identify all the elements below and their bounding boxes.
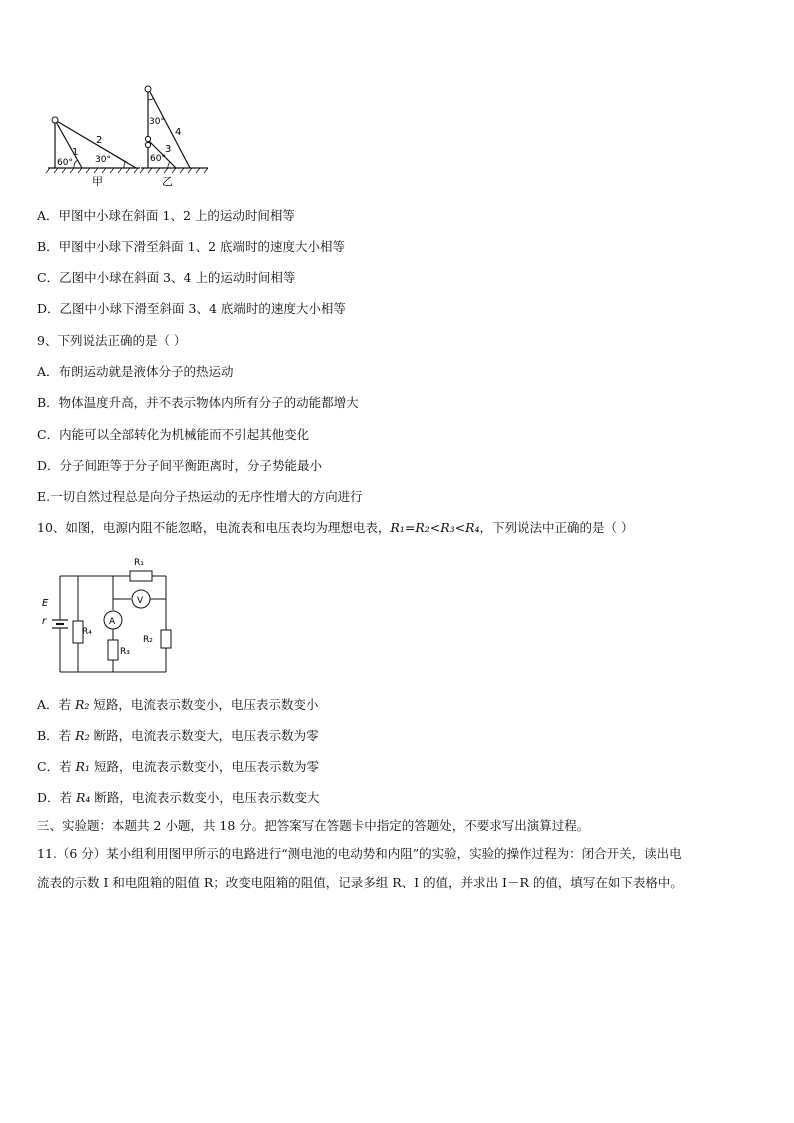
q10-option-c — [37, 759, 319, 775]
q8-option-c: C．乙图中小球在斜面 3、4 上的运动时间相等 — [37, 270, 296, 285]
q8-option-d: D．乙图中小球下滑至斜面 3、4 底端时的速度大小相等 — [37, 301, 346, 316]
q10-option-a — [37, 697, 318, 713]
option-resistor: R₁ — [75, 759, 90, 774]
figure-jia — [46, 117, 140, 188]
q10-option-d — [37, 790, 319, 806]
q10-stem — [37, 520, 634, 536]
circuit-diagram — [36, 551, 176, 681]
option-text: 短路，电流表示数变小，电压表示数为零 — [89, 759, 319, 774]
option-prefix: A．若 — [37, 697, 76, 712]
jia-label-2: 2 — [96, 135, 103, 146]
q9-option-e: E.一切自然过程总是向分子热运动的无序性增大的方向进行 — [37, 489, 363, 504]
option-text: 短路，电流表示数变小，电压表示数变小 — [89, 697, 319, 712]
jia-label-1: 1 — [72, 147, 79, 158]
yi-angle-60: 60° — [150, 154, 166, 164]
label-R3: R₃ — [120, 647, 130, 657]
label-R1: R₁ — [134, 558, 144, 568]
label-E: E — [42, 598, 49, 609]
option-text: 断路，电流表示数变大，电压表示数为零 — [89, 728, 319, 743]
option-prefix: D．若 — [37, 790, 76, 805]
jia-caption: 甲 — [92, 175, 103, 188]
q11-line-1: 11.（6 分）某小组利用图甲所示的电路进行“测电池的电动势和内阻”的实验，实验的操作过程为：闭合开关，读出电 — [37, 846, 682, 861]
option-text: 断路，电流表示数变小，电压表示数变大 — [90, 790, 320, 805]
q8-option-b: B．甲图中小球下滑至斜面 1、2 底端时的速度大小相等 — [37, 239, 346, 254]
q10-resistor-relation: R₁=R₂<R₃<R₄ — [390, 520, 480, 535]
jia-angle-30: 30° — [95, 155, 111, 165]
q9-option-d: D．分子间距等于分子间平衡距离时，分子势能最小 — [37, 458, 323, 473]
q9-option-b: B．物体温度升高，并不表示物体内所有分子的动能都增大 — [37, 395, 359, 410]
yi-caption: 乙 — [162, 175, 173, 188]
q9-option-c: C．内能可以全部转化为机械能而不引起其他变化 — [37, 427, 310, 442]
label-R2: R₂ — [143, 635, 153, 645]
label-R4: R₄ — [82, 627, 92, 637]
q10-option-b — [37, 728, 319, 744]
q10-stem-pre: 10、如图，电源内阻不能忽略，电流表和电压表均为理想电表， — [37, 520, 391, 535]
q9-stem: 9、下列说法正确的是（ ） — [37, 333, 187, 348]
ammeter-label: A — [109, 617, 116, 627]
q11-line-2: 流表的示数 I 和电阻箱的阻值 R；改变电阻箱的阻值，记录多组 R、I 的值，并求出 I－R 的值，填写在如下表格中。 — [37, 875, 683, 890]
section-3-header: 三、实验题：本题共 2 小题，共 18 分。把答案写在答题卡中指定的答题处，不要求写出演算过程。 — [37, 818, 590, 833]
voltmeter-label: V — [137, 596, 144, 606]
yi-label-3: 3 — [165, 144, 172, 155]
label-r: r — [42, 616, 47, 627]
yi-angle-30: 30° — [149, 117, 165, 127]
option-prefix: B．若 — [37, 728, 76, 743]
jia-angle-60: 60° — [57, 158, 73, 168]
q9-option-a: A．布朗运动就是液体分子的热运动 — [37, 364, 234, 379]
option-resistor: R₄ — [76, 790, 91, 805]
incline-figure — [40, 82, 220, 194]
figure-yi — [140, 86, 208, 188]
yi-label-4: 4 — [175, 127, 182, 138]
option-prefix: C．若 — [37, 759, 76, 774]
option-resistor: R₂ — [75, 728, 90, 743]
option-resistor: R₂ — [75, 697, 90, 712]
q10-stem-post: ，下列说法中正确的是（ ） — [479, 520, 634, 535]
q8-option-a: A．甲图中小球在斜面 1、2 上的运动时间相等 — [37, 208, 295, 223]
